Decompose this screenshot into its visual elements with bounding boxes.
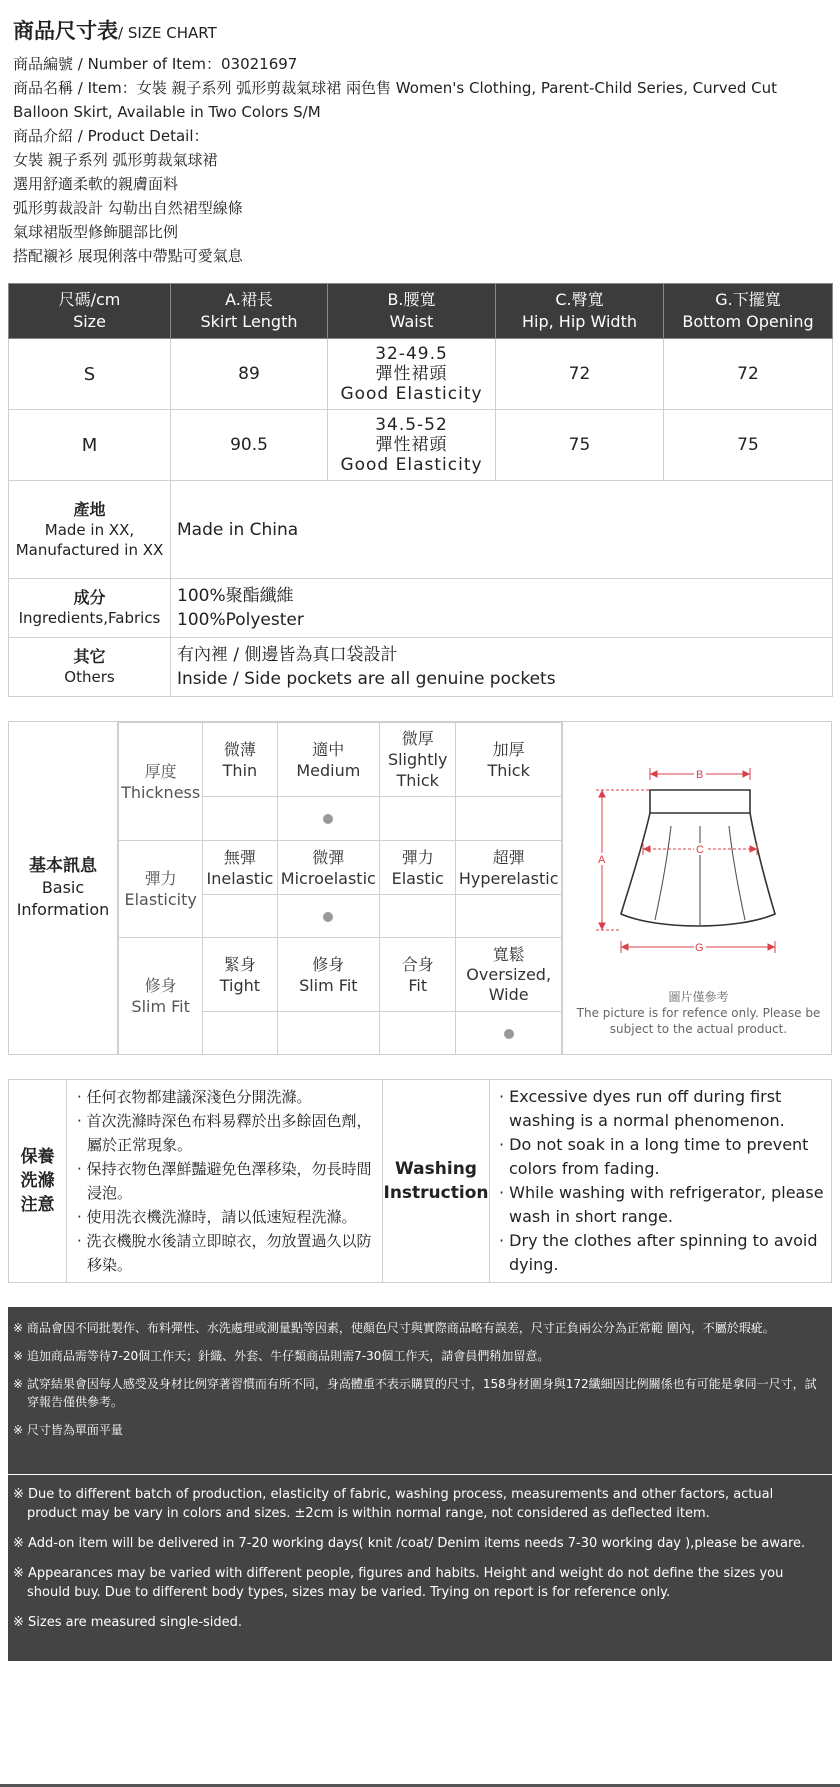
mark-cell [380, 797, 456, 841]
detail-label: 商品介紹 / Product Detail： [13, 127, 209, 145]
label-g: G [695, 942, 704, 954]
others-row [9, 638, 833, 697]
washing-list-en [490, 1080, 833, 1282]
mark-cell [277, 1012, 380, 1055]
hip-value: 72 [496, 339, 664, 410]
skirt-diagram-icon [563, 722, 834, 987]
notice-item: ※ Appearances may be varied with different people, figures and habits. Height and weight do not define the sizes you should buy. Due to different body types, sizes may be varied. Trying on report is for reference only. [13, 1566, 784, 1600]
size-value: M [9, 410, 171, 481]
mark-cell [380, 1012, 456, 1055]
others-label: 其它 Others [9, 638, 171, 697]
page-title: 商品尺寸表/ SIZE CHART [13, 19, 217, 43]
basic-info-label: 基本訊息 Basic Information [9, 722, 118, 1054]
fabric-row [9, 579, 833, 638]
product-header [13, 14, 828, 268]
list-item: · Excessive dyes run off during first washing is a normal phenomenon. [499, 1087, 785, 1130]
detail-line: 氣球裙版型修飾腿部比例 [13, 223, 179, 241]
others-value: 有內裡 / 側邊皆為真口袋設計 Inside / Side pockets are all genuine pockets [171, 638, 833, 697]
washing-list-zh [67, 1080, 383, 1282]
mark-cell [203, 895, 277, 938]
item-name: 商品名稱 / Item：女裝 親子系列 弧形剪裁氣球裙 兩色售 Women's Clothing, Parent-Child Series, Curved Cut Balloon Skirt, Available in Two Colors S/M [13, 79, 778, 121]
list-item: · 使用洗衣機洗滌時，請以低速短程洗滌。 [77, 1208, 357, 1226]
list-item: · 洗衣機脫水後請立即晾衣，勿放置過久以防移染。 [77, 1232, 372, 1274]
detail-line: 選用舒適柔軟的親膚面料 [13, 175, 179, 193]
fabric-label: 成分 Ingredients,Fabrics [9, 579, 171, 638]
mark-cell [203, 797, 277, 841]
mark-cell [456, 1012, 562, 1055]
mark-cell [456, 797, 562, 841]
length-value: 89 [171, 339, 328, 410]
label-c: C [696, 844, 704, 856]
notice-item: ※ 追加商品需等待7-20個工作天；針織、外套、牛仔類商品則需7-30個工作天，請會員們稍加留意。 [13, 1349, 550, 1363]
table-row [9, 410, 833, 481]
notice-item: ※ Sizes are measured single-sided. [13, 1615, 243, 1630]
thickness-option: 微薄 Thin [203, 723, 277, 797]
bottom-value: 75 [664, 410, 833, 481]
washing-label-en: Washing Instruction [383, 1080, 490, 1282]
waist-value: 32-49.5 彈性裙頭 Good Elasticity [328, 339, 496, 410]
length-value: 90.5 [171, 410, 328, 481]
fit-option: 緊身 Tight [203, 938, 277, 1012]
detail-line: 女裝 親子系列 弧形剪裁氣球裙 [13, 151, 218, 169]
mark-cell [203, 1012, 277, 1055]
list-item: · While washing with refrigerator, please wash in short range. [499, 1183, 824, 1226]
label-b: B [696, 769, 704, 781]
notice-item: ※ 尺寸皆為單面平量 [13, 1423, 123, 1437]
attribute-grid [118, 722, 562, 1055]
elasticity-option: 無彈 Inelastic [203, 841, 277, 895]
washing-label-zh: 保養洗滌注意 [9, 1080, 67, 1282]
selected-dot-icon [323, 912, 333, 922]
fabric-value: 100%聚酯纖維 100%Polyester [171, 579, 833, 638]
mark-cell [277, 797, 380, 841]
waist-value: 34.5-52 彈性裙頭 Good Elasticity [328, 410, 496, 481]
skirt-figure [562, 722, 833, 1054]
header-size: 尺碼/cm Size [9, 284, 171, 339]
hip-value: 75 [496, 410, 664, 481]
label-a: A [598, 854, 606, 866]
mark-cell [380, 895, 456, 938]
size-value: S [9, 339, 171, 410]
thickness-option: 加厚 Thick [456, 723, 562, 797]
washing-section [8, 1079, 832, 1283]
elasticity-option: 超彈 Hyperelastic [456, 841, 562, 895]
thickness-label: 厚度 Thickness [119, 723, 203, 841]
elasticity-option: 彈力 Elastic [380, 841, 456, 895]
detail-line: 搭配襯衫 展現俐落中帶點可愛氣息 [13, 247, 243, 265]
header-bottom: G.下擺寬 Bottom Opening [664, 284, 833, 339]
origin-row [9, 481, 833, 579]
detail-line: 弧形剪裁設計 勾勒出自然裙型線條 [13, 199, 243, 217]
origin-value: Made in China [171, 481, 833, 579]
basic-info [8, 721, 832, 1055]
notice-item: ※ 試穿結果會因每人感受及身材比例穿著習慣而有所不同，身高體重不表示購買的尺寸，158身材圍身與172纖細因比例關係也有可能是拿同一尺寸，試穿報告僅供參考。 [13, 1377, 817, 1409]
table-row [9, 339, 833, 410]
list-item: · 保持衣物色澤鮮豔避免色澤移染，勿長時間浸泡。 [77, 1160, 372, 1202]
mark-cell [277, 895, 380, 938]
notice-item: ※ 商品會因不同批製作、布料彈性、水洗處理或測量點等因素，使顏色尺寸與實際商品略有誤差，尺寸正負兩公分為正常範 圍內，不屬於瑕疵。 [13, 1321, 775, 1335]
selected-dot-icon [323, 814, 333, 824]
elasticity-option: 微彈 Microelastic [277, 841, 380, 895]
list-item: · Do not soak in a long time to prevent colors from fading. [499, 1135, 809, 1178]
notice-item: ※ Due to different batch of production, elasticity of fabric, washing process, measurements and other factors, actual product may be vary in colors and sizes. ±2cm is within normal range, not considered as deflected item. [13, 1487, 774, 1521]
thickness-option: 微厚 Slightly Thick [380, 723, 456, 797]
notice-zh [8, 1307, 832, 1474]
fit-option: 合身 Fit [380, 938, 456, 1012]
origin-label: 產地 Made in XX, Manufactured in XX [9, 481, 171, 579]
size-table-header [9, 284, 833, 339]
size-table [8, 283, 833, 697]
list-item: · Dry the clothes after spinning to avoid dying. [499, 1231, 818, 1274]
figure-note: 圖片僅參考 The picture is for refence only. Please be subject to the actual product. [576, 990, 821, 1036]
header-length: A.裙長 Skirt Length [171, 284, 328, 339]
fit-option: 修身 Slim Fit [277, 938, 380, 1012]
thickness-option: 適中 Medium [277, 723, 380, 797]
header-hip: C.臀寬 Hip, Hip Width [496, 284, 664, 339]
bottom-value: 72 [664, 339, 833, 410]
item-number: 商品編號 / Number of Item：03021697 [13, 55, 298, 73]
notice-en [8, 1475, 832, 1661]
list-item: · 首次洗滌時深色布料易釋於出多餘固色劑，屬於正常現象。 [77, 1112, 372, 1154]
notice-item: ※ Add-on item will be delivered in 7-20 working days( knit /coat/ Denim items needs 7-30 working day ),please be aware. [13, 1536, 806, 1551]
mark-cell [456, 895, 562, 938]
list-item: · 任何衣物都建議深淺色分開洗滌。 [77, 1088, 312, 1106]
elasticity-label: 彈力 Elasticity [119, 841, 203, 938]
header-waist: B.腰寬 Waist [328, 284, 496, 339]
fit-label: 修身 Slim Fit [119, 938, 203, 1055]
selected-dot-icon [504, 1029, 514, 1039]
fit-option: 寬鬆 Oversized, Wide [456, 938, 562, 1012]
